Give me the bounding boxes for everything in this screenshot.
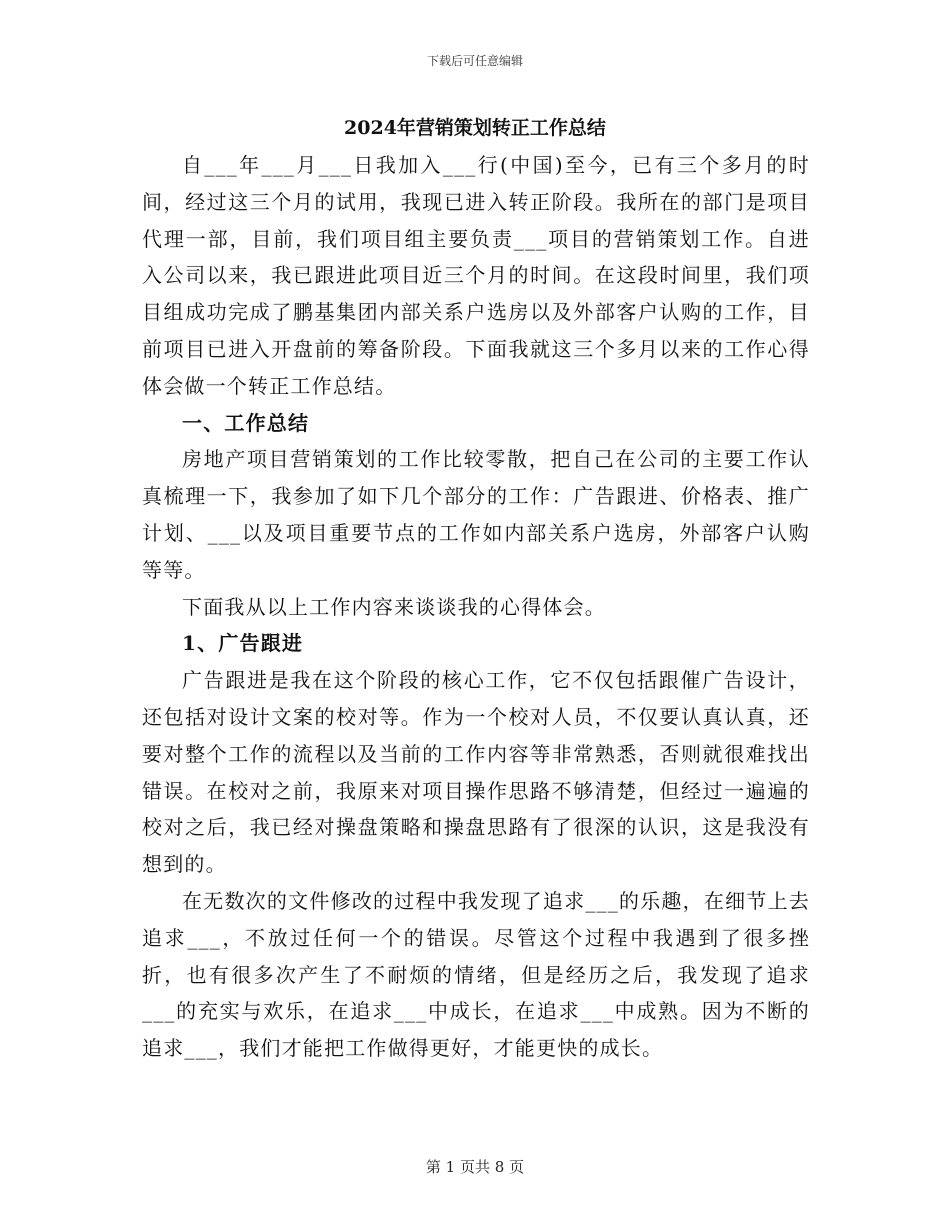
heading-work-summary: 一、工作总结 [182, 410, 310, 435]
heading-ad-follow-up: 1、广告跟进 [182, 631, 304, 656]
paragraph-transition: 下面我从以上工作内容来谈谈我的心得体会。 [182, 594, 606, 619]
paragraph-work-overview: 房地产项目营销策划的工作比较零散，把自己在公司的主要工作认真梳理一下，我参加了如下几个部分的工作：广告跟进、价格表、推广计划、___以及项目重要节点的工作如内部关系户选房，外部客户认购等等。 [142, 447, 810, 582]
page-number: 第 1 页共 8 页 [425, 1158, 525, 1176]
page-header-note: 下载后可任意编辑 [426, 54, 523, 68]
paragraph-pursuit: 在无数次的文件修改的过程中我发现了追求___的乐趣，在细节上去追求___，不放过任何一个的错误。尽管这个过程中我遇到了很多挫折，也有很多次产生了不耐烦的情绪，但是经历之后，我发现了追求___的充实与欢乐，在追求___中成长，在追求___中成熟。因为不断的追求___，我们才能把工作做得更好，才能更快的成长。 [142, 888, 810, 1061]
paragraph-intro: 自___年___月___日我加入___行(中国)至今，已有三个多月的时间，经过这三个月的试用，我现已进入转正阶段。我所在的部门是项目代理一部，目前，我们项目组主要负责___项目的营销策划工作。自进入公司以来，我已跟进此项目近三个月的时间。在这段时间里，我们项目组成功完成了鹏基集团内部关系户选房以及外部客户认购的工作，目前项目已进入开盘前的筹备阶段。下面我就这三个多月以来的工作心得体会做一个转正工作总结。 [142, 153, 810, 398]
paragraph-ad-follow-up: 广告跟进是我在这个阶段的核心工作，它不仅包括跟催广告设计，还包括对设计文案的校对等。作为一个校对人员，不仅要认真认真，还要对整个工作的流程以及当前的工作内容等非常熟悉，否则就很难找出错误。在校对之前，我原来对项目操作思路不够清楚，但经过一遍遍的校对之后，我已经对操盘策略和操盘思路有了很深的认识，这是我没有想到的。 [142, 668, 810, 877]
document-title: 2024年营销策划转正工作总结 [344, 117, 606, 139]
document-body [142, 147, 810, 1067]
